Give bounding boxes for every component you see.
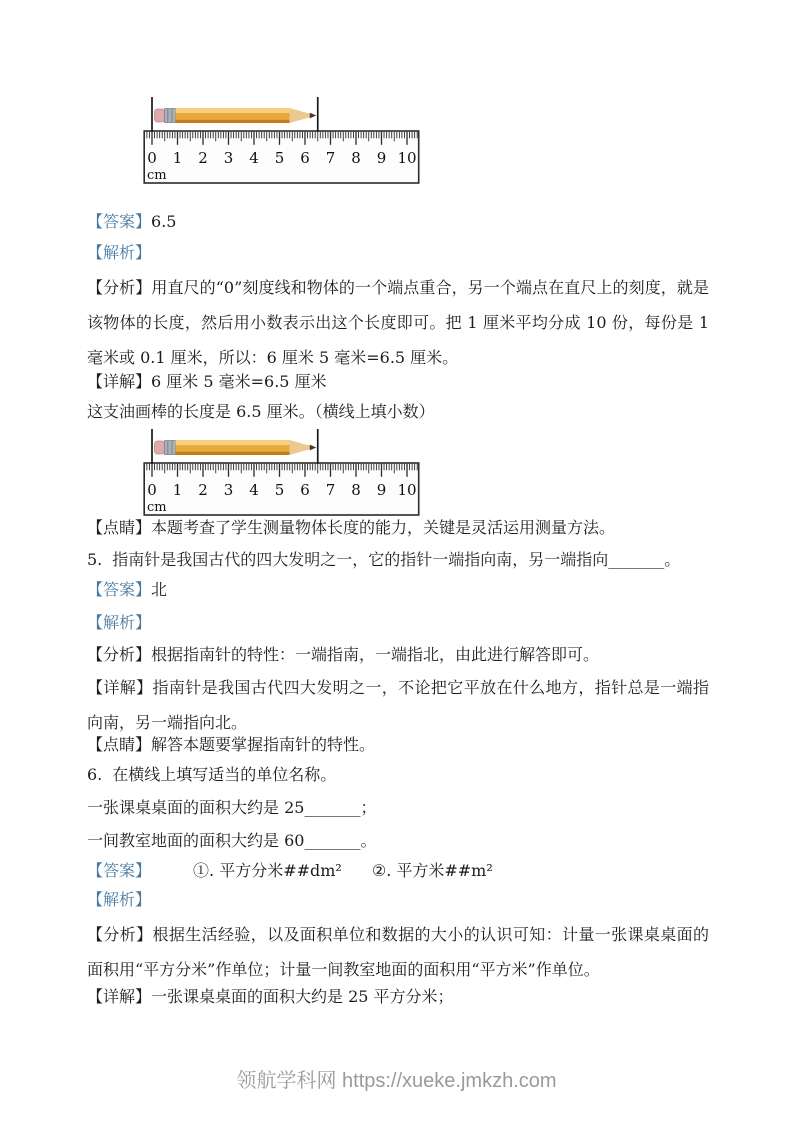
svg-text:10: 10 — [397, 481, 417, 499]
answer-label: 【答案】 — [87, 212, 152, 231]
site-watermark-text: 领航学科网 https://xueke.jmkzh.com — [236, 1070, 557, 1092]
svg-text:9: 9 — [376, 149, 387, 167]
question-6-text: 在横线上填写适当的单位名称。 — [112, 765, 337, 784]
svg-text:6: 6 — [300, 149, 310, 167]
q4-highlight-line — [87, 515, 717, 541]
svg-text:0: 0 — [147, 481, 157, 499]
svg-text:7: 7 — [325, 149, 336, 167]
fenxi-text: 根据指南针的特性：一端指南，一端指北，由此进行解答即可。 — [151, 645, 600, 664]
q4-crayon-statement — [87, 399, 717, 425]
question-5 — [87, 547, 717, 573]
svg-text:8: 8 — [351, 481, 361, 499]
answer-label: 【答案】 — [87, 580, 152, 599]
svg-text:4: 4 — [249, 481, 259, 499]
answer-value: 北 — [151, 580, 168, 599]
xiangjie-label: 【详解】 — [87, 372, 152, 391]
xiangjie-text: 指南针是我国古代四大发明之一，不论把它平放在什么地方，指针总是一端指向南，另一端指向北。 — [87, 678, 709, 732]
q5-analysis-header — [87, 610, 717, 636]
svg-text:5: 5 — [274, 149, 285, 167]
q6-blank-b-text: 一间教室地面的面积大约是 60_______。 — [87, 831, 377, 850]
question-6 — [87, 762, 717, 788]
fenxi-label: 【分析】 — [87, 645, 152, 664]
q5-highlight-line — [87, 732, 717, 758]
q6-blank-a-text: 一张课桌桌面的面积大约是 25_______； — [87, 798, 377, 817]
q6-analysis-header — [87, 887, 717, 913]
svg-text:6: 6 — [300, 481, 310, 499]
xiangjie-label: 【详解】 — [87, 987, 152, 1006]
pencil-ruler-figure-1 — [143, 95, 420, 185]
analysis-label: 【解析】 — [87, 243, 152, 262]
q4-answer-line — [87, 209, 717, 235]
dianjing-text: 本题考查了学生测量物体长度的能力，关键是灵活运用测量方法。 — [151, 518, 616, 537]
svg-text:9: 9 — [376, 481, 387, 499]
question-5-number: 5. — [87, 550, 103, 569]
svg-text:2: 2 — [198, 481, 208, 499]
answer-item-2: ②. 平方米##m² — [371, 861, 493, 880]
answer-value: 6.5 — [151, 212, 177, 231]
svg-text:10: 10 — [397, 149, 417, 167]
q4-analysis-paragraph — [87, 270, 709, 375]
answer-item-1: ①. 平方分米##dm² — [193, 861, 342, 880]
svg-text:1: 1 — [172, 481, 183, 499]
svg-text:5: 5 — [274, 481, 285, 499]
q5-detail-paragraph — [87, 670, 709, 740]
q6-blank-a — [87, 795, 717, 821]
svg-text:2: 2 — [198, 149, 208, 167]
dianjing-label: 【点睛】 — [87, 518, 152, 537]
fenxi-label: 【分析】 — [87, 278, 152, 297]
fenxi-text: 用直尺的“0”刻度线和物体的一个端点重合，另一个端点在直尺上的刻度，就是该物体的长度，然后用小数表示出这个长度即可。把 1 厘米平均分成 10 份，每份是 1 毫米或 0.1 厘米，所以：6 厘米 5 毫米=6.5 厘米。 — [87, 278, 709, 367]
q6-analysis-paragraph — [87, 917, 709, 987]
xiangjie-label: 【详解】 — [87, 678, 153, 697]
pencil-ruler-figure-2 — [143, 427, 420, 517]
analysis-label: 【解析】 — [87, 613, 152, 632]
fenxi-text: 根据生活经验，以及面积单位和数据的大小的认识可知：计量一张课桌桌面的面积用“平方分米”作单位；计量一间教室地面的面积用“平方米”作单位。 — [87, 925, 709, 979]
fenxi-label: 【分析】 — [87, 925, 153, 944]
svg-text:3: 3 — [223, 481, 234, 499]
q5-analysis-line — [87, 642, 717, 668]
q6-blank-b — [87, 828, 717, 854]
crayon-text: 这支油画棒的长度是 6.5 厘米。（横线上填小数） — [87, 402, 435, 421]
svg-text:8: 8 — [351, 149, 361, 167]
svg-text:7: 7 — [325, 481, 336, 499]
q6-answer-line — [87, 858, 717, 884]
xiangjie-text: 6 厘米 5 毫米=6.5 厘米 — [151, 372, 327, 391]
q5-answer-line — [87, 577, 717, 603]
svg-text:0: 0 — [147, 149, 157, 167]
svg-text:3: 3 — [223, 149, 234, 167]
xiangjie-text: 一张课桌桌面的面积大约是 25 平方分米； — [151, 987, 454, 1006]
dianjing-text: 解答本题要掌握指南针的特性。 — [151, 735, 376, 754]
q4-detail-line — [87, 369, 717, 395]
question-5-text: 指南针是我国古代的四大发明之一，它的指针一端指向南，另一端指向_______。 — [112, 550, 681, 569]
svg-text:cm: cm — [147, 500, 167, 515]
svg-text:cm: cm — [147, 168, 167, 183]
dianjing-label: 【点睛】 — [87, 735, 152, 754]
site-watermark — [0, 1068, 793, 1094]
question-6-number: 6. — [87, 765, 103, 784]
answer-label: 【答案】 — [87, 861, 152, 880]
svg-text:4: 4 — [249, 149, 259, 167]
q4-analysis-header — [87, 240, 717, 266]
q6-detail-line — [87, 984, 717, 1010]
analysis-label: 【解析】 — [87, 890, 152, 909]
svg-text:1: 1 — [172, 149, 183, 167]
